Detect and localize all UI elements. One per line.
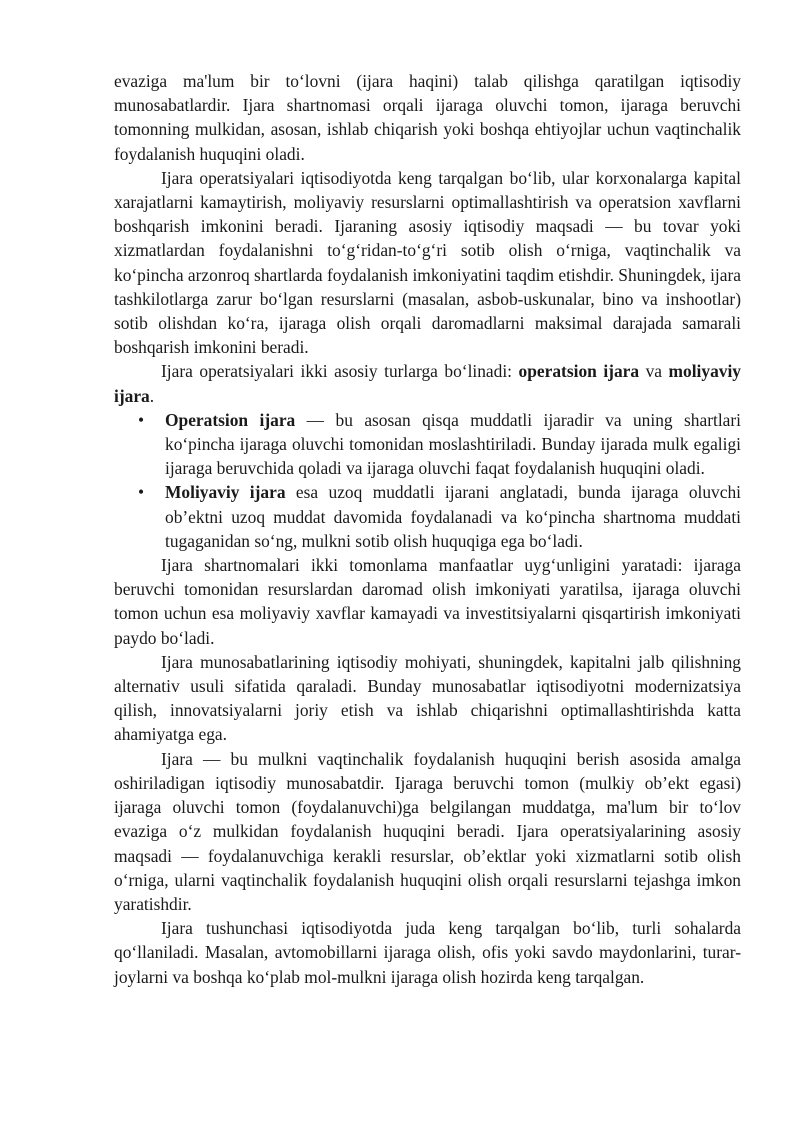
list-item — [114, 480, 741, 553]
bullet-icon: • — [138, 482, 145, 503]
paragraph-4: Ijara shartnomalari ikki tomonlama manfaatlar uyg‘unligini yaratadi: ijaraga beruvchi tomonidan resurslardan daromad olish imkoniyati yaratilsa, ijaraga oluvchi tomon uchun esa moliyaviy xavflar kamayadi va investitsiyalarni qisqartirish imkoniyati paydo bo‘ladi. — [114, 555, 741, 648]
paragraph-1: evaziga ma'lum bir to‘lovni (ijara haqini) talab qilishga qaratilgan iqtisodiy munosabatlardir. Ijara shartnomasi orqali ijaraga oluvchi tomon, ijaraga beruvchi tomonning mulkidan, asosan, ishlab chiqarish yoki boshqa ehtiyojlar uchun vaqtinchalik foydalanish huquqini oladi. — [114, 71, 741, 164]
term-moliyaviy-ijara: moliyaviy ijara — [114, 361, 741, 406]
list-item-term: Moliyaviy ijara — [165, 482, 286, 503]
paragraph-3-mid: va — [639, 361, 669, 382]
paragraph-7: Ijara tushunchasi iqtisodiyotda juda keng tarqalgan bo‘lib, turli sohalarda qo‘llaniladi. Masalan, avtomobillarni ijaraga olish, ofis yoki savdo maydonlarini, turar-joylarni va boshqa ko‘plab mol-mulkni ijaraga olish hozirda keng tarqalgan. — [114, 918, 741, 987]
paragraph-2: Ijara operatsiyalari iqtisodiyotda keng tarqalgan bo‘lib, ular korxonalarga kapital xarajatlarni kamaytirish, moliyaviy resurslarni optimallashtirish va operatsion xavflarni boshqarish imkonini beradi. Ijaraning asosiy iqtisodiy maqsadi — bu tovar yoki xizmatlardan foydalanishni to‘g‘ridan-to‘g‘ri sotib olish o‘rniga, vaqtinchalik va ko‘pincha arzonroq shartlarda foydalanish imkoniyatini taqdim etishdir. Shuningdek, ijara tashkilotlarga zarur bo‘lgan resurslarni (masalan, asbob-uskunalar, bino va inshootlar) sotib olishdan ko‘ra, ijaraga olish orqali daromadlarni maksimal darajada samarali boshqarish imkonini beradi. — [114, 167, 741, 358]
document-page — [114, 69, 741, 989]
bullet-icon: • — [138, 409, 145, 430]
list-item — [114, 408, 741, 481]
paragraph-6: Ijara — bu mulkni vaqtinchalik foydalanish huquqini berish asosida amalga oshiriladigan iqtisodiy munosabatdir. Ijaraga beruvchi tomon (mulkiy ob’ekt egasi) ijaraga oluvchi tomon (foydalanuvchi)ga belgilangan muddatga, ma'lum bir to‘lov evaziga o‘z mulkidan foydalanish huquqini beradi. Ijara operatsiyalarining asosiy maqsadi — foydalanuvchiga kerakli resurslar, ob’ektlar yoki xizmatlarni sotib olish o‘rniga, ularni vaqtinchalik foydalanish huquqini olish orqali resurslarni tejashga imkon yaratishdir. — [114, 748, 741, 914]
paragraph-5: Ijara munosabatlarining iqtisodiy mohiyati, shuningdek, kapitalni jalb qilishning alternativ usuli sifatida qaraladi. Bunday munosabatlar iqtisodiyotni modernizatsiya qilish, innovatsiyalarni joriy etish va ishlab chiqarishni optimallashtirishda katta ahamiyatga ega. — [114, 651, 741, 745]
paragraph-3-start: Ijara operatsiyalari ikki asosiy turlarga bo‘linadi: — [161, 361, 519, 382]
list-item-text: esa uzoq muddatli ijarani anglatadi, bunda ijaraga oluvchi ob’ektni uzoq muddat davomida foydalanadi va ko‘pincha shartnoma muddati tugaganidan so‘ng, mulkni sotib olish huquqiga ega bo‘ladi. — [165, 482, 741, 551]
paragraph-3-end: . — [149, 385, 155, 406]
paragraph-3 — [114, 359, 741, 407]
lease-types-list — [114, 408, 741, 553]
list-item-text: — bu asosan qisqa muddatli ijaradir va uning shartlari ko‘pincha ijaraga oluvchi tomonidan moslashtiriladi. Bunday ijarada mulk egaligi ijaraga beruvchida qoladi va ijaraga oluvchi faqat foydalanish huquqini oladi. — [165, 409, 741, 479]
list-item-term: Operatsion ijara — [165, 409, 296, 430]
term-operatsion-ijara: operatsion ijara — [518, 361, 640, 382]
